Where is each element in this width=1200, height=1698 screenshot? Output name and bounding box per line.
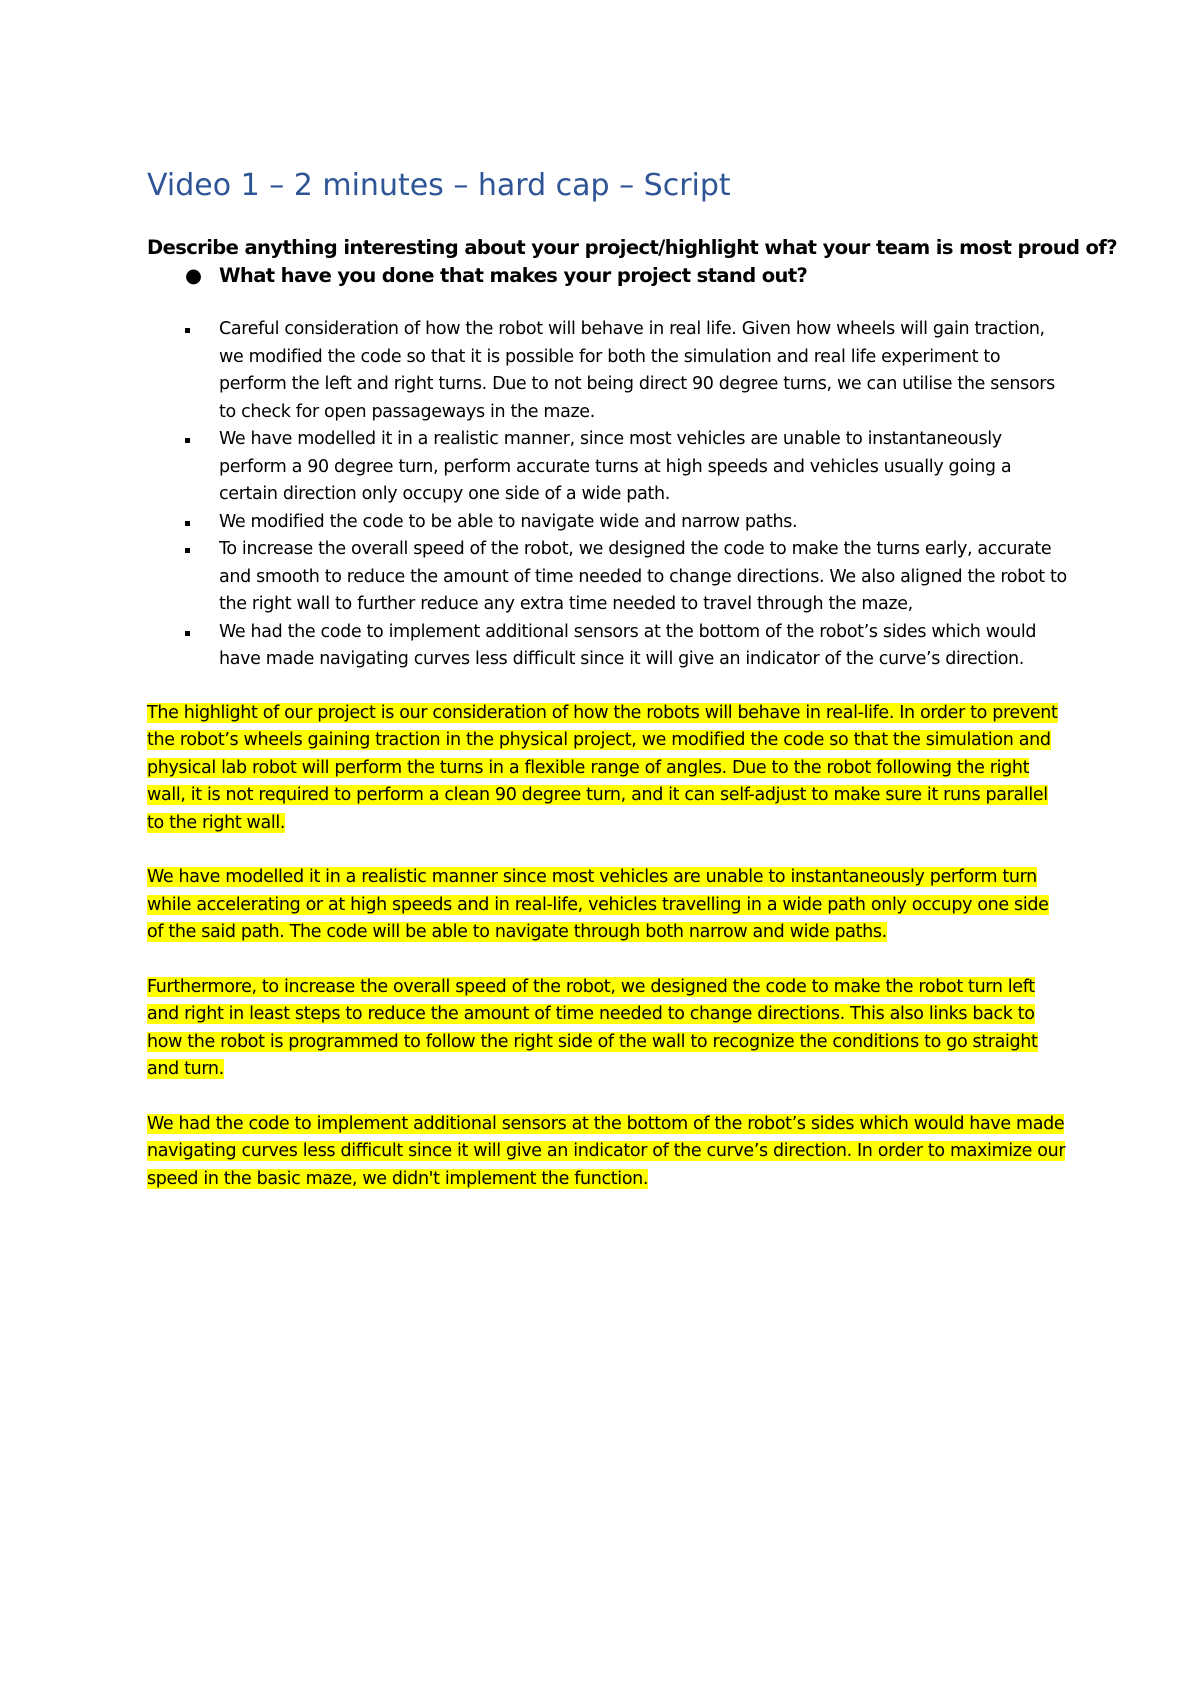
- list-item: [147, 426, 1067, 509]
- bullet-dot-icon: ●: [185, 264, 202, 287]
- document-page: [147, 168, 1117, 1220]
- list-item: [147, 619, 1067, 674]
- highlighted-paragraph: [147, 974, 1067, 1084]
- square-bullet-icon: [185, 438, 190, 443]
- prompt-sub-question: [147, 262, 1067, 290]
- sub-question-text: What have you done that makes your project stand out?: [219, 264, 808, 287]
- highlighted-text: We have modelled it in a realistic manner since most vehicles are unable to instantaneously perform turn while accelerating or at high speeds and in real-life, vehicles travelling in a wide path only occupy one side of the said path. The code will be able to navigate through both narrow and wide paths.: [147, 867, 1049, 942]
- highlighted-paragraph: [147, 1111, 1067, 1194]
- list-item-text: Careful consideration of how the robot will behave in real life. Given how wheels will gain traction, we modified the code so that it is possible for both the simulation and real life experiment to perform the left and right turns. Due to not being direct 90 degree turns, we can utilise the sensors to check for open passageways in the maze.: [219, 319, 1055, 422]
- bullet-list: [147, 316, 1067, 674]
- list-item-text: We modified the code to be able to navigate wide and narrow paths.: [219, 511, 798, 532]
- square-bullet-icon: [185, 631, 190, 636]
- highlighted-text: We had the code to implement additional sensors at the bottom of the robot’s sides which would have made navigating curves less difficult since it will give an indicator of the curve’s direction. In order to maximize our speed in the basic maze, we didn't implement the function.: [147, 1113, 1066, 1189]
- prompt-question: Describe anything interesting about your project/highlight what your team is most proud of?: [147, 236, 1117, 259]
- list-item-text: We have modelled it in a realistic manner, since most vehicles are unable to instantaneously perform a 90 degree turn, perform accurate turns at high speeds and vehicles usually going a certain direction only occupy one side of a wide path.: [219, 429, 1012, 504]
- square-bullet-icon: [185, 548, 190, 553]
- list-item: [147, 316, 1067, 426]
- highlighted-text: Furthermore, to increase the overall speed of the robot, we designed the code to make the robot turn left and right in least steps to reduce the amount of time needed to change directions. This also links back to how the robot is programmed to follow the right side of the wall to recognize the conditions to go straight and turn.: [147, 976, 1038, 1079]
- list-item-text: To increase the overall speed of the robot, we designed the code to make the turns early, accurate and smooth to reduce the amount of time needed to change directions. We also aligned the robot to the right wall to further reduce any extra time needed to travel through the maze,: [219, 539, 1067, 614]
- square-bullet-icon: [185, 328, 190, 333]
- square-bullet-icon: [185, 521, 190, 526]
- list-item: [147, 536, 1067, 619]
- highlighted-text: The highlight of our project is our consideration of how the robots will behave in real-life. In order to prevent the robot’s wheels gaining traction in the physical project, we modified the code so that the simulation and physical lab robot will perform the turns in a flexible range of angles. Due to the robot following the right wall, it is not required to perform a clean 90 degree turn, and it can self-adjust to make sure it runs parallel to the right wall.: [147, 702, 1058, 833]
- highlighted-paragraph: [147, 700, 1067, 838]
- document-title: Video 1 – 2 minutes – hard cap – Script: [147, 168, 731, 203]
- list-item-text: We had the code to implement additional sensors at the bottom of the robot’s sides which would have made navigating curves less difficult since it will give an indicator of the curve’s direction.: [219, 621, 1037, 669]
- highlighted-paragraph: [147, 864, 1067, 947]
- list-item: [147, 509, 1067, 537]
